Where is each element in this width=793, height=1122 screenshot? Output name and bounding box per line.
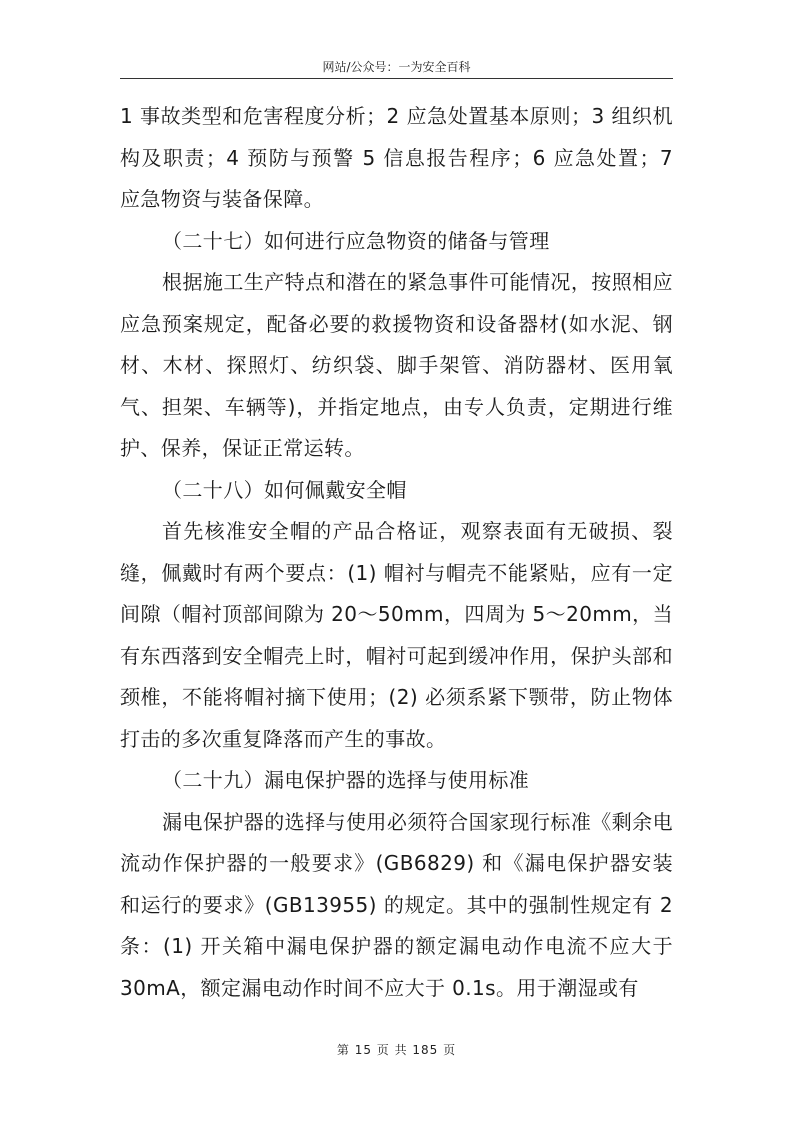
section-heading-29: （二十九）漏电保护器的选择与使用标准 bbox=[162, 768, 530, 792]
paragraph-leakage-protector: 漏电保护器的选择与使用必须符合国家现行标准《剩余电流动作保护器的一般要求》(GB6829) 和《漏电保护器安装和运行的要求》(GB13955) 的规定。其中的强制性规定有 2 条：(1) 开关箱中漏电保护器的额定漏电动作电流不应大于 30mA，额定漏电动作时间不应大于 0.1s。用于潮湿或有 bbox=[120, 809, 673, 1000]
paragraph-emergency-supplies: 根据施工生产特点和潜在的紧急事件可能情况，按照相应应急预案规定，配备必要的救援物资和设备器材(如水泥、钢材、木材、探照灯、纺织袋、脚手架管、消防器材、医用氧气、担架、车辆等)，并指定地点，由专人负责，定期进行维护、保养，保证正常运转。 bbox=[120, 270, 673, 460]
paragraph-safety-helmet: 首先核准安全帽的产品合格证，观察表面有无破损、裂缝，佩戴时有两个要点：(1) 帽衬与帽壳不能紧贴，应有一定间隙（帽衬顶部间隙为 20～50mm，四周为 5～20mm，当有东西落到安全帽壳上时，帽衬可起到缓冲作用，保护头部和颈椎，不能将帽衬摘下使用；(2) 必须系紧下颚带，防止物体打击的多次重复降落而产生的事故。 bbox=[120, 519, 673, 751]
section-heading-28: （二十八）如何佩戴安全帽 bbox=[162, 477, 407, 502]
paragraph-plan-contents: 1 事故类型和危害程度分析；2 应急处置基本原则；3 组织机构及职责；4 预防与预警 5 信息报告程序；6 应急处置；7 应急物资与装备保障。 bbox=[120, 104, 673, 211]
page-header: 网站/公众号：一为安全百科 bbox=[120, 56, 673, 79]
page-footer: 第 15 页 共 185 页 bbox=[336, 1043, 457, 1057]
section-heading-27: （二十七）如何进行应急物资的储备与管理 bbox=[162, 228, 550, 253]
document-body bbox=[120, 96, 673, 1009]
